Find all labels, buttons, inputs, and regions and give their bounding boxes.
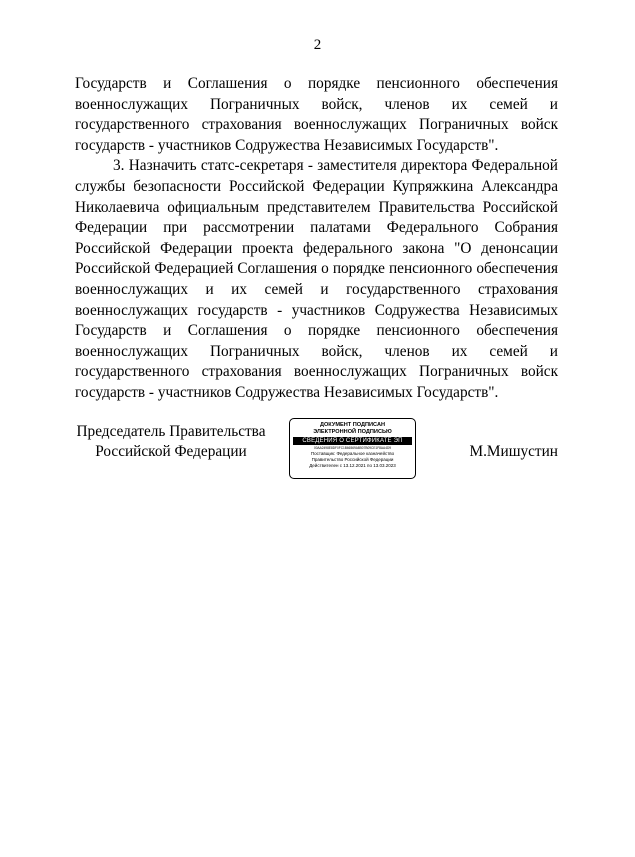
electronic-signature-stamp <box>289 418 416 479</box>
stamp-serial: 00AA2498E8DF0FC1B66569AB507B09CE1F8AA4D9 <box>313 446 392 450</box>
paragraph-continuation: Государств и Соглашения о порядке пенсионного обеспечения военнослужащих Пограничных войск, членов их семей и государственного страхования военнослужащих Пограничных войск государств - участников Содружества Независимых Государств". <box>75 75 558 154</box>
document-body <box>75 74 558 404</box>
stamp-issuer-line2: Правительство Российской Федерации <box>311 457 394 463</box>
signer-position <box>75 422 267 462</box>
signer-name: М.Мишустин <box>469 443 558 460</box>
stamp-certificate-band: СВЕДЕНИЯ О СЕРТИФИКАТЕ ЭП <box>293 437 412 445</box>
stamp-title-line1: ДОКУМЕНТ ПОДПИСАН <box>319 422 386 428</box>
signer-position-line2: Российской Федерации <box>95 443 247 460</box>
paragraph-item-3: 3. Назначить статс-секретаря - заместителя директора Федеральной службы безопасности Российской Федерации Купряжкина Александра Николаевича официальным представителем Правительства Российской Федерации при рассмотрении палатами Федерального Собрания Российской Федерации проекта федерального закона "О денонсации Российской Федерацией Соглашения о порядке пенсионного обеспечения военнослужащих и их семей и государственного страхования военнослужащих государств - участников Содружества Независимых Государств и Соглашения о порядке пенсионного обеспечения военнослужащих Пограничных войск, членов их семей и государственного страхования военнослужащих Пограничных войск государств - участников Содружества Независимых Государств". <box>75 157 558 401</box>
stamp-validity: Действителен с 13.12.2021 по 13.03.2023 <box>309 463 396 469</box>
signer-position-line1: Председатель Правительства <box>76 423 266 440</box>
stamp-title-line2: ЭЛЕКТРОННОЙ ПОДПИСЬЮ <box>313 429 392 435</box>
stamp-issuer-line1: Поставщик: Федеральное казначейство <box>310 451 395 456</box>
page-number: 2 <box>313 37 322 53</box>
